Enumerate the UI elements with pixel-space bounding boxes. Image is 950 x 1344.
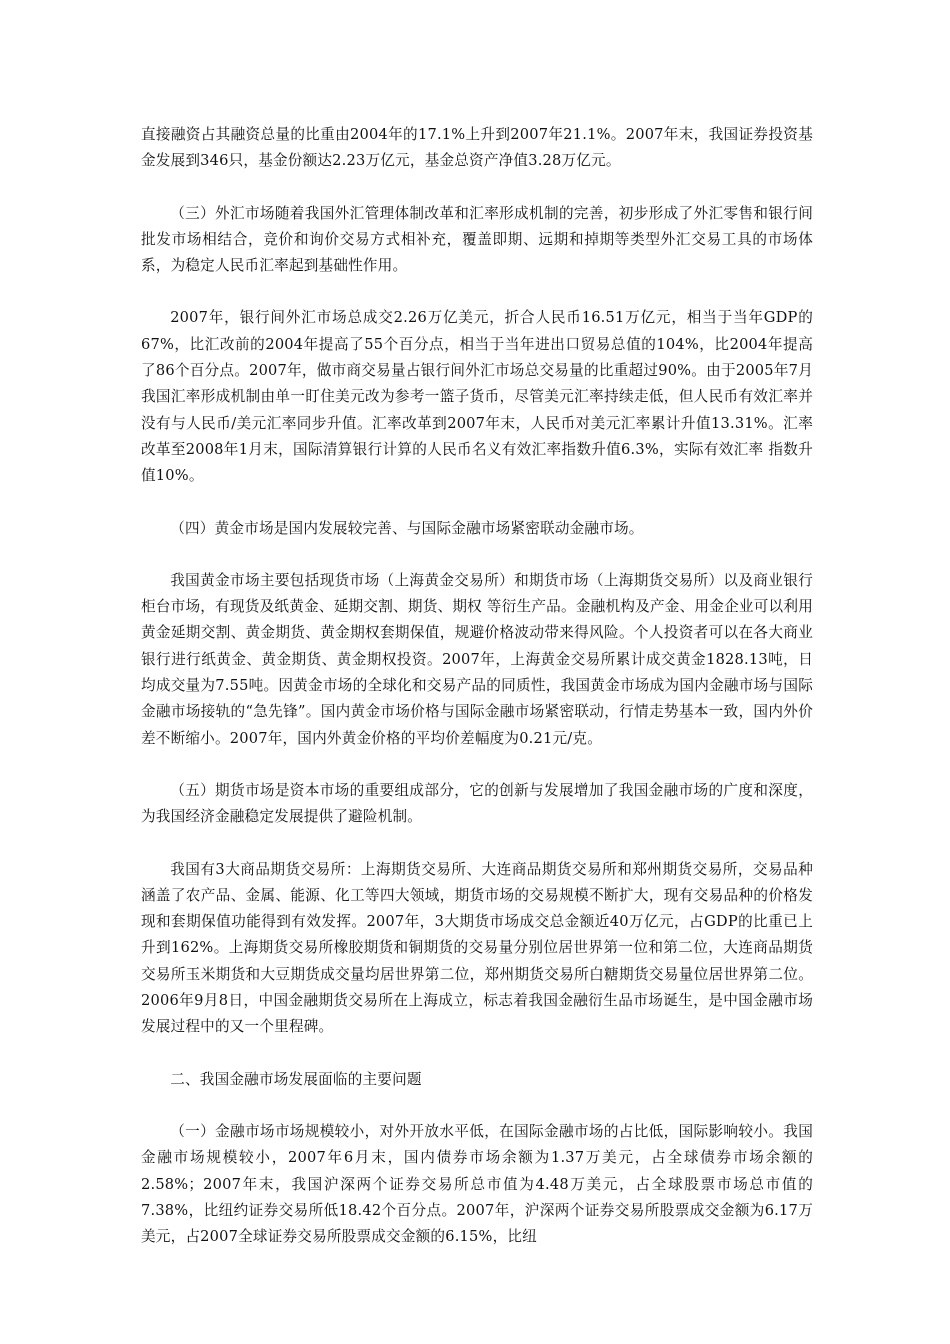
- paragraph: 2007年，银行间外汇市场总成交2.26万亿美元，折合人民币16.51万亿元，相当于当年GDP的67%，比汇改前的2004年提高了55个百分点，相当于当年进出口贸易总值的104%，比2004年提高了86个百分点。2007年，做市商交易量占银行间外汇市场总交易量的比重超过90%。由于2005年7月我国汇率形成机制由单一盯住美元改为参考一篮子货币，尽管美元汇率持续走低，但人民币有效汇率并没有与人民币/美元汇率同步升值。汇率改革到2007年末，人民币对美元汇率累计升值13.31%。汇率改革至2008年1月末，国际清算银行计算的人民币名义有效汇率指数升值6.3%，实际有效汇率 指数升值10%。: [141, 309, 813, 485]
- paragraph: （四）黄金市场是国内发展较完善、与国际金融市场紧密联动金融市场。: [170, 519, 644, 537]
- document-body: [141, 122, 813, 1276]
- section-heading: 二、我国金融市场发展面临的主要问题: [170, 1070, 422, 1088]
- paragraph: 我国有3大商品期货交易所：上海期货交易所、大连商品期货交易所和郑州期货交易所，交易品种涵盖了农产品、金属、能源、化工等四大领域，期货市场的交易规模不断扩大，现有交易品种的价格发现和套期保值功能得到有效发挥。2007年，3大期货市场成交总金额近40万亿元，占GDP的比重已上升到162%。上海期货交易所橡胶期货和铜期货的交易量分别位居世界第一位和第二位，大连商品期货交易所玉米期货和大豆期货成交量均居世界第二位，郑州期货交易所白糖期货交易量位居世界第二位。2006年9月8日，中国金融期货交易所在上海成立，标志着我国金融衍生品市场诞生，是中国金融市场发展过程中的又一个里程碑。: [141, 860, 813, 1036]
- paragraph: 我国黄金市场主要包括现货市场（上海黄金交易所）和期货市场（上海期货交易所）以及商业银行柜台市场，有现货及纸黄金、延期交割、期货、期权 等衍生产品。金融机构及产金、用金企业可以利用黄金延期交割、黄金期货、黄金期权套期保值，规避价格波动带来得风险。个人投资者可以在各大商业银行进行纸黄金、黄金期货、黄金期权投资。2007年，上海黄金交易所累计成交黄金1828.13吨，日均成交量为7.55吨。因黄金市场的全球化和交易产品的同质性，我国黄金市场成为国内金融市场与国际金融市场接轨的“急先锋”。国内黄金市场价格与国际金融市场紧密联动，行情走势基本一致，国内外价差不断缩小。2007年，国内外黄金价格的平均价差幅度为0.21元/克。: [141, 571, 813, 747]
- paragraph: （三）外汇市场随着我国外汇管理体制改革和汇率形成机制的完善，初步形成了外汇零售和银行间批发市场相结合，竞价和询价交易方式相补充，覆盖即期、远期和掉期等类型外汇交易工具的市场体系，为稳定人民币汇率起到基础性作用。: [141, 204, 813, 275]
- paragraph: （五）期货市场是资本市场的重要组成部分，它的创新与发展增加了我国金融市场的广度和深度，为我国经济金融稳定发展提供了避险机制。: [141, 781, 813, 826]
- paragraph: （一）金融市场市场规模较小，对外开放水平低，在国际金融市场的占比低，国际影响较小。我国金融市场规模较小，2007年6月末，国内债券市场余额为1.37万美元，占全球债券市场余额的2.58%；2007年末，我国沪深两个证券交易所总市值为4.48万美元，占全球股票市场总市值的7.38%，比纽约证券交易所低18.42个百分点。2007年，沪深两个证券交易所股票成交金额为6.17万美元，占2007全球证券交易所股票成交金额的6.15%，比纽: [141, 1122, 813, 1246]
- paragraph: 直接融资占其融资总量的比重由2004年的17.1%上升到2007年21.1%。2007年末，我国证券投资基金发展到346只，基金份额达2.23万亿元，基金总资产净值3.28万亿元。: [141, 126, 813, 170]
